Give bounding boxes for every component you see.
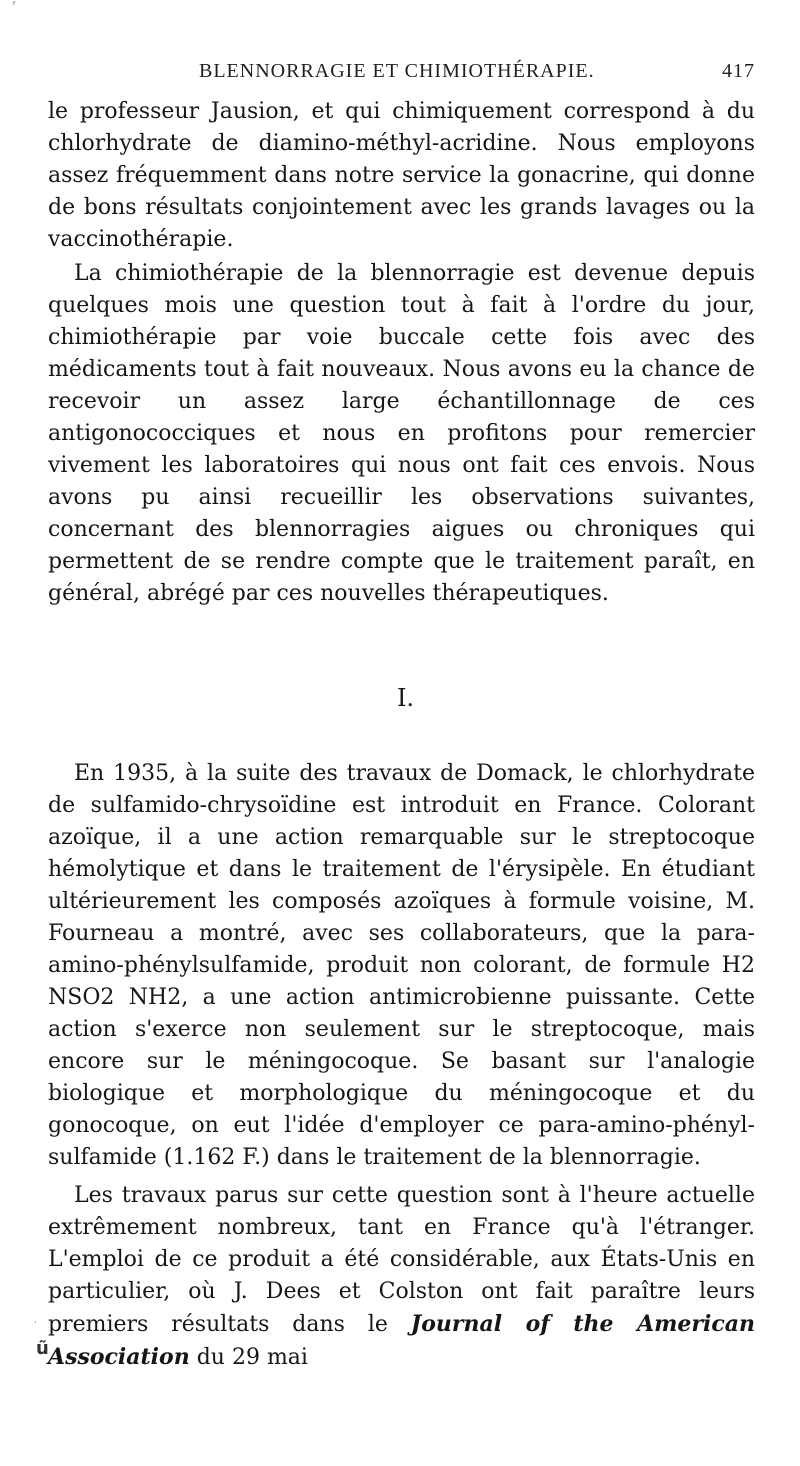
- paragraph-continuation: le professeur Jausion, et qui chimiquement correspond à du chlorhydrate de diamino-méthyl-acridine. Nous employons assez fréquemment dans notre service la gonacrine, qui donne de bons résultats conjointement avec les grands lavages ou la vaccinothérapie.: [48, 99, 755, 252]
- paragraph-chemotherapy: La chimiothérapie de la blennorragie est devenue depuis quelques mois une question tout à fait à l'ordre du jour, chimiothérapie par voie buccale cette fois avec des médicaments tout à fait nouveaux. Nous avons eu la chance de recevoir un assez large échantillonnage de ces antigonococciques et nous en profitons pour remercier vivement les laboratoires qui nous ont fait ces envois. Nous avons pu ainsi recueillir les observations suivantes, concernant des blennorragies aigues ou chroniques qui permettent de se rendre compte que le traitement paraît, en général, abrégé par ces nouvelles thérapeutiques.: [48, 261, 755, 606]
- journal-title: Journal of the American Association: [48, 1311, 756, 1370]
- page-number: 417: [722, 60, 755, 82]
- scan-mark-dot: ·: [34, 1318, 37, 1327]
- paragraph-publications-end: du 29 mai: [189, 1345, 308, 1370]
- running-title: BLENNORRAGIE ET CHIMIOTHÉRAPIE.: [199, 60, 595, 82]
- paragraph-publications: [48, 1180, 755, 1374]
- paragraph-history: En 1935, à la suite des travaux de Domack, le chlorhydrate de sulfamido-chrysoïdine est introduit en France. Colorant azoïque, il a une action remarquable sur le streptocoque hémolytique et dans le traitement de l'érysipèle. En étudiant ultérieurement les composés azoïques à formule voisine, M. Fourneau a montré, avec ses collaborateurs, que la para-amino-phénylsulfamide, produit non colorant, de formule H2 NSO2 NH2, a une action antimicrobienne puissante. Cette action s'exerce non seulement sur le streptocoque, mais encore sur le méningocoque. Se basant sur l'analogie biologique et morphologique du méningocoque et du gonocoque, on eut l'idée d'employer ce para-amino-phényl-sulfamide (1.162 F.) dans le traitement de la blennorragie.: [48, 761, 755, 1170]
- section-number: I.: [396, 684, 415, 712]
- scan-mark-bottom: ũ: [36, 1338, 49, 1359]
- paragraph-publications-start: Les travaux parus sur cette question sont à l'heure actuelle extrêmement nombreux, tant en France qu'à l'étranger. L'emploi de ce produit a été considérable, aux États-Unis en particulier, où J. Dees et Colston ont fait paraître leurs premiers résultats dans le: [48, 1183, 755, 1337]
- scan-mark-top: ʳ: [13, 0, 16, 11]
- book-page: [48, 60, 755, 1374]
- running-head: [48, 60, 755, 96]
